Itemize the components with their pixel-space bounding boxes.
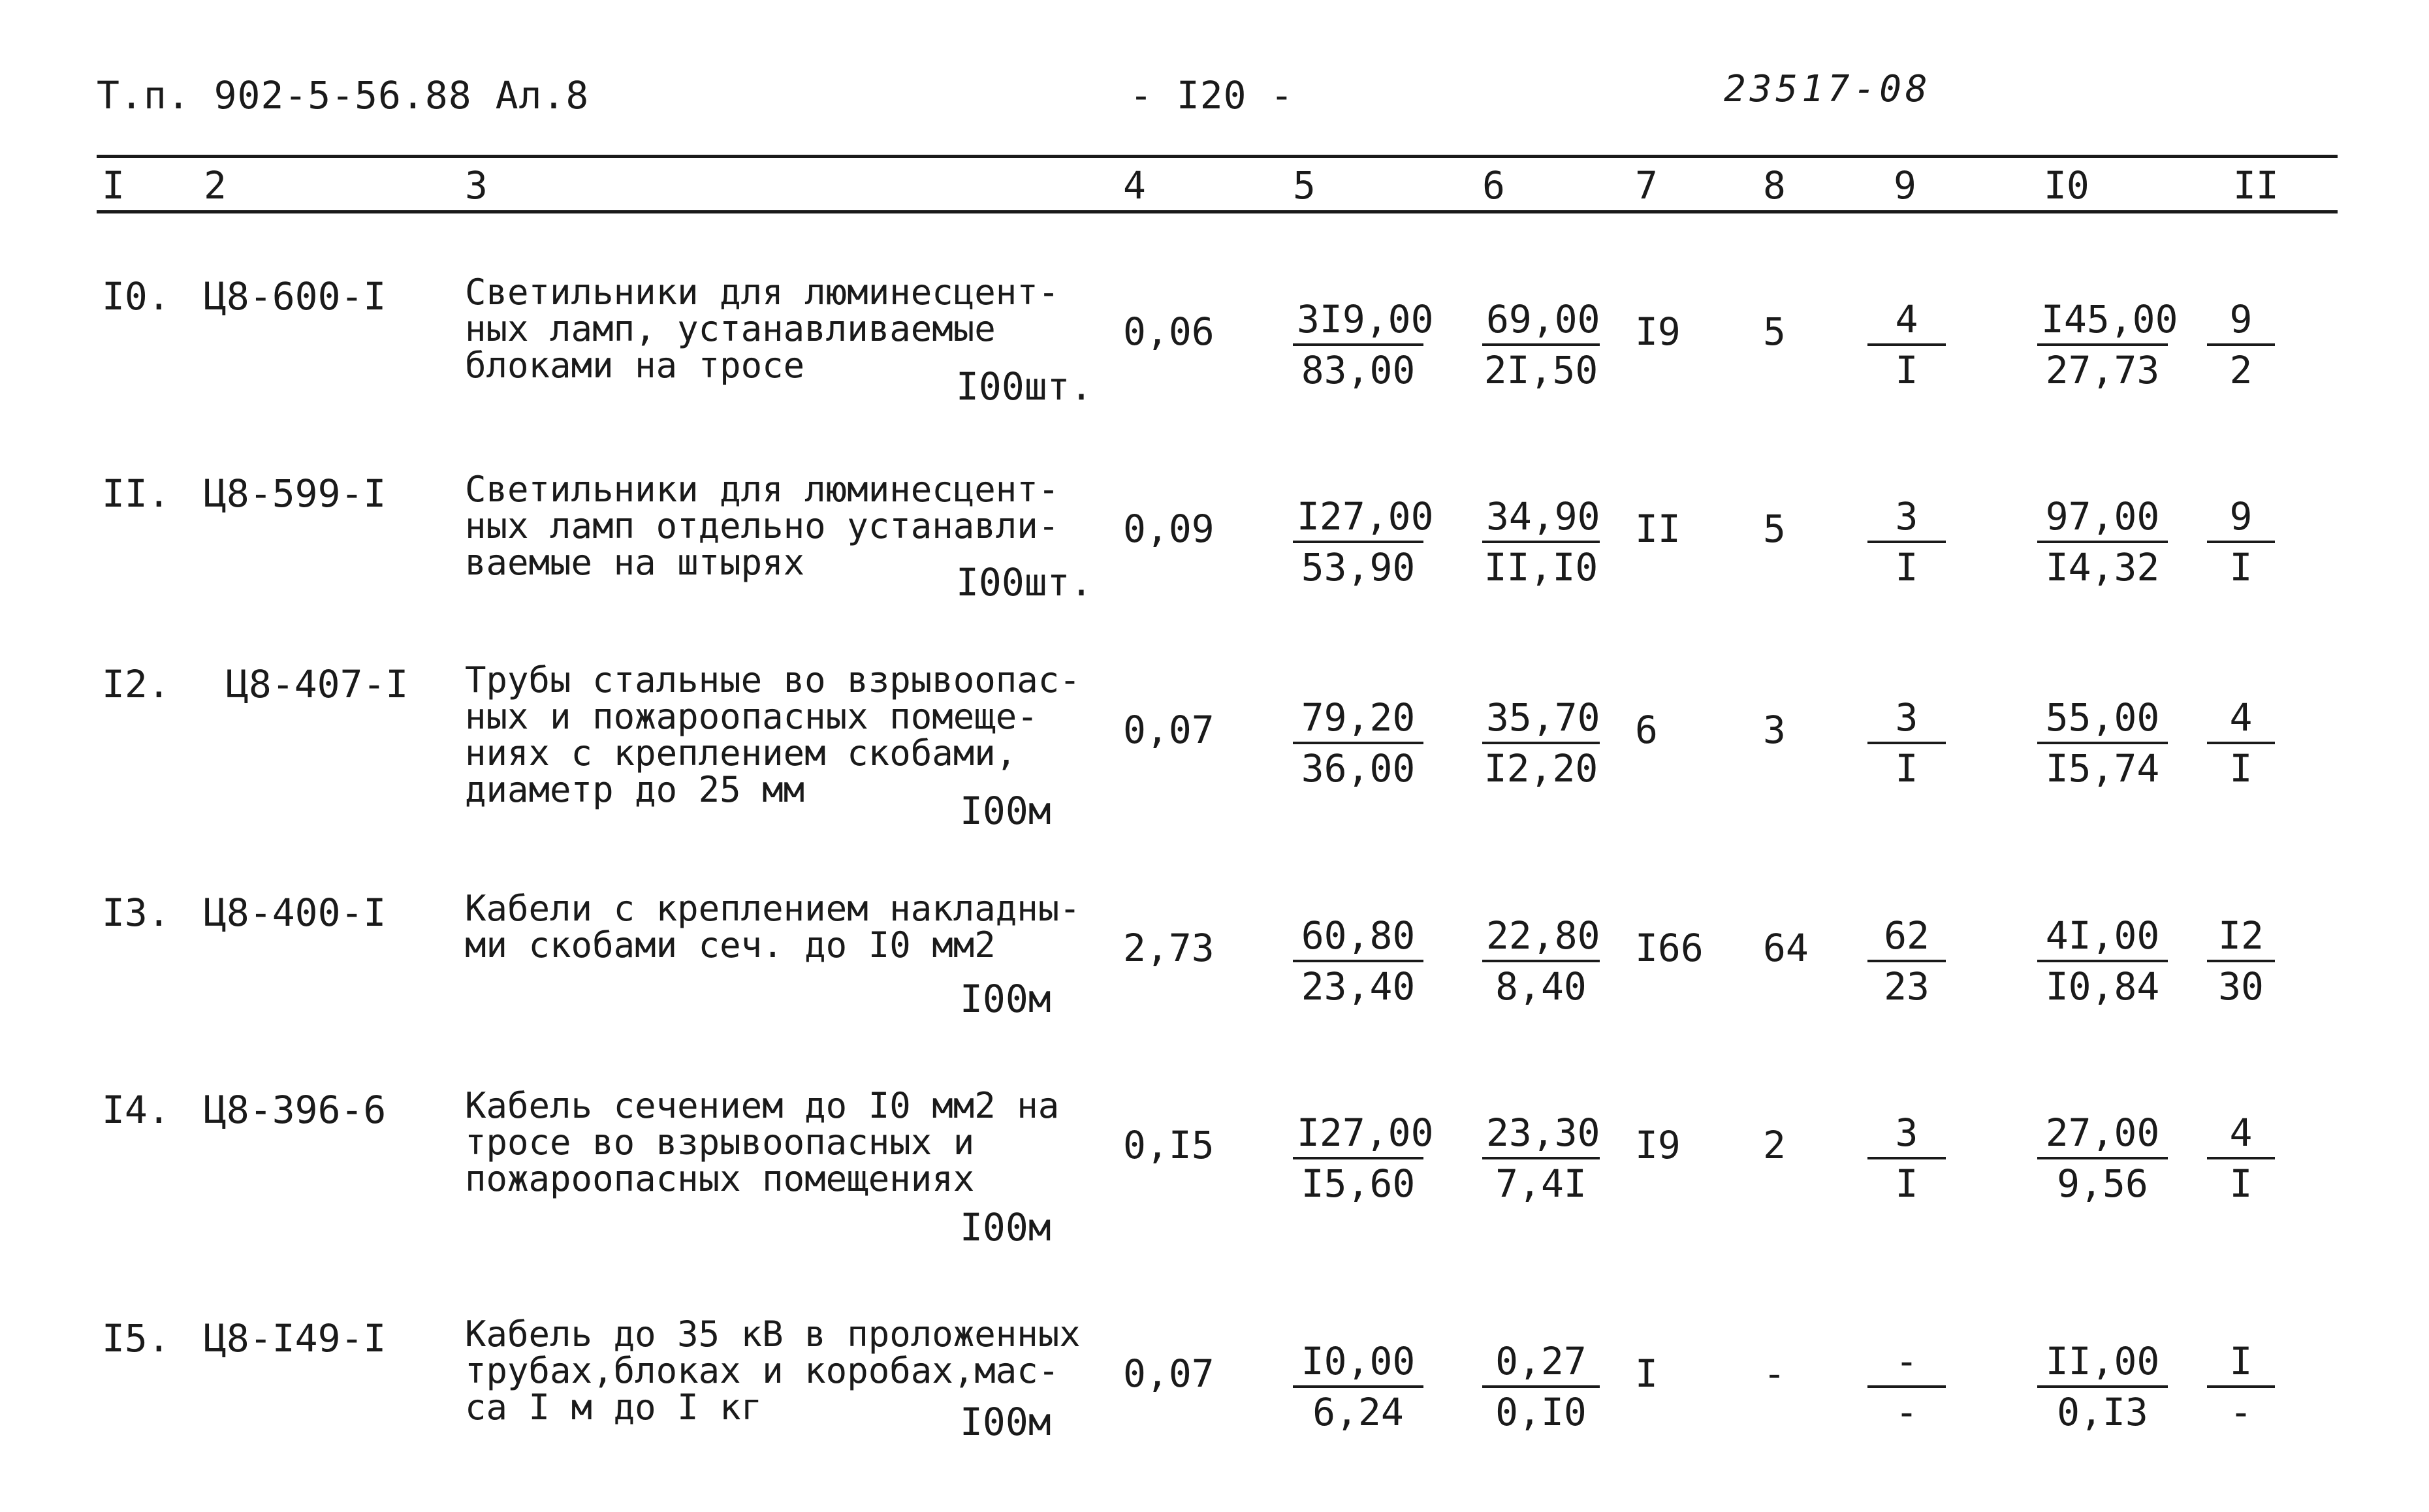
col7-value: I66: [1635, 926, 1704, 970]
description-line: пожароопасных помещениях: [465, 1158, 975, 1199]
column-header-9: 9: [1894, 163, 1916, 208]
description-line: Трубы стальные во взрывоопас-: [465, 659, 1081, 701]
row-unit: I00м: [960, 1400, 1051, 1444]
col8-value: 5: [1763, 507, 1786, 551]
col8-value: 64: [1763, 926, 1809, 970]
col9-fraction: $\frac{3}{I}$: [1867, 696, 1946, 793]
description-line: ваемые на штырях: [465, 542, 805, 583]
col5-fraction: $\frac{I27,00}{I5,60}$: [1293, 1111, 1423, 1208]
col7-value: 6: [1635, 708, 1658, 752]
table-row: [0, 1085, 2429, 1284]
row-position: I4.: [102, 1088, 170, 1132]
col9-fraction: $\frac{4}{I}$: [1867, 298, 1946, 394]
row-quantity: 0,07: [1123, 708, 1214, 752]
page-number: - I20 -: [1130, 73, 1294, 118]
column-header-10: I0: [2044, 163, 2089, 208]
col11-fraction: I -: [2207, 1340, 2275, 1436]
row-position: I3.: [102, 890, 170, 935]
description-line: Светильники для люминесцент-: [465, 469, 1060, 510]
row-position: I2.: [102, 662, 170, 706]
col7-value: I9: [1635, 309, 1681, 354]
row-code: Ц8-I49-I: [204, 1316, 387, 1361]
column-header-4: 4: [1123, 163, 1146, 208]
column-header-11: II: [2233, 163, 2279, 208]
col11-fraction: $\frac{9}{I}$: [2207, 495, 2275, 591]
col10-fraction: $\frac{4I,00}{I0,84}$: [2037, 914, 2168, 1011]
row-code: Ц8-396-6: [204, 1088, 387, 1132]
row-position: I0.: [102, 274, 170, 319]
description-line: ных ламп отдельно устанавли-: [465, 505, 1060, 546]
col6-fraction: $\frac{23,30}{7,4I}$: [1482, 1111, 1600, 1208]
col8-value: 2: [1763, 1123, 1786, 1167]
table-row: [0, 659, 2429, 858]
col7-value: II: [1635, 507, 1681, 551]
row-description: [465, 1085, 1060, 1199]
archive-number: 23517-08: [1724, 68, 1931, 110]
col5-fraction: $\frac{3I9,00}{83,00}$: [1293, 298, 1423, 394]
row-description: [465, 659, 1081, 810]
col6-fraction: $\frac{0,27}{0,I0}$: [1482, 1340, 1600, 1436]
col10-fraction: $\frac{II,00}{0,I3}$: [2037, 1340, 2168, 1436]
col5-fraction: $\frac{79,20}{36,00}$: [1293, 696, 1423, 793]
col5-fraction: $\frac{I27,00}{53,90}$: [1293, 495, 1423, 591]
col9-fraction: - -: [1867, 1340, 1946, 1436]
row-unit: I00шт.: [956, 560, 1093, 605]
table-header-rule: [97, 210, 2338, 213]
col10-fraction: $\frac{I45,00}{27,73}$: [2037, 298, 2168, 394]
row-unit: I00м: [960, 1205, 1051, 1250]
column-header-3: 3: [465, 163, 488, 208]
description-line: ных ламп, устанавливаемые: [465, 308, 996, 349]
row-position: II.: [102, 471, 170, 516]
row-position: I5.: [102, 1316, 170, 1361]
column-header-7: 7: [1635, 163, 1658, 208]
col10-fraction: $\frac{55,00}{I5,74}$: [2037, 696, 2168, 793]
column-header-2: 2: [204, 163, 227, 208]
col6-fraction: $\frac{35,70}{I2,20}$: [1482, 696, 1600, 793]
col7-value: I: [1635, 1351, 1658, 1396]
column-header-8: 8: [1763, 163, 1786, 208]
table-row: [0, 274, 2429, 470]
column-header-5: 5: [1293, 163, 1316, 208]
row-code: Ц8-400-I: [204, 890, 387, 935]
col9-fraction: $\frac{3}{I}$: [1867, 1111, 1946, 1208]
column-header-1: I: [102, 163, 125, 208]
row-description: [465, 890, 1081, 964]
col6-fraction: $\frac{22,80}{8,40}$: [1482, 914, 1600, 1011]
row-unit: I00м: [960, 789, 1051, 833]
col11-fraction: $\frac{9}{2}$: [2207, 298, 2275, 394]
row-unit: I00шт.: [956, 364, 1093, 409]
description-line: блоками на тросе: [465, 345, 805, 386]
col7-value: I9: [1635, 1123, 1681, 1167]
description-line: Кабель сечением до I0 мм2 на: [465, 1085, 1060, 1126]
col6-fraction: $\frac{69,00}{2I,50}$: [1482, 298, 1600, 394]
column-header-6: 6: [1482, 163, 1505, 208]
description-line: са I м до I кг: [465, 1387, 763, 1428]
description-line: ных и пожароопасных помеще-: [465, 696, 1038, 737]
col10-fraction: $\frac{97,00}{I4,32}$: [2037, 495, 2168, 591]
col6-fraction: $\frac{34,90}{II,I0}$: [1482, 495, 1600, 591]
description-line: Кабели с креплением накладны-: [465, 888, 1081, 929]
row-code: Ц8-407-I: [226, 662, 409, 706]
row-quantity: 0,07: [1123, 1351, 1214, 1396]
description-line: диаметр до 25 мм: [465, 769, 805, 810]
col11-fraction: $\frac{I2}{30}$: [2207, 914, 2275, 1011]
description-line: трубах,блоках и коробах,мас-: [465, 1350, 1060, 1391]
description-line: ми скобами сеч. до I0 мм2: [465, 924, 996, 966]
description-line: ниях с креплением скобами,: [465, 732, 1017, 774]
col8-value: -: [1763, 1351, 1786, 1396]
row-quantity: 0,06: [1123, 309, 1214, 354]
col5-fraction: $\frac{60,80}{23,40}$: [1293, 914, 1423, 1011]
row-quantity: 2,73: [1123, 926, 1214, 970]
col11-fraction: $\frac{4}{I}$: [2207, 696, 2275, 793]
row-code: Ц8-599-I: [204, 471, 387, 516]
row-quantity: 0,09: [1123, 507, 1214, 551]
col9-fraction: $\frac{62}{23}$: [1867, 914, 1946, 1011]
row-unit: I00м: [960, 977, 1051, 1021]
col10-fraction: $\frac{27,00}{9,56}$: [2037, 1111, 2168, 1208]
table-row: [0, 1316, 2429, 1512]
description-line: Кабель до 35 кВ в проложенных: [465, 1314, 1081, 1355]
description-line: Светильники для люминесцент-: [465, 272, 1060, 313]
col8-value: 3: [1763, 708, 1786, 752]
description-line: тросе во взрывоопасных и: [465, 1122, 975, 1163]
col8-value: 5: [1763, 309, 1786, 354]
row-quantity: 0,I5: [1123, 1123, 1214, 1167]
document-reference: Т.п. 902-5-56.88 Ал.8: [97, 73, 590, 118]
table-top-rule: [97, 155, 2338, 158]
table-row: [0, 890, 2429, 1086]
col11-fraction: $\frac{4}{I}$: [2207, 1111, 2275, 1208]
col5-fraction: $\frac{I0,00}{6,24}$: [1293, 1340, 1423, 1436]
table-row: [0, 471, 2429, 667]
col9-fraction: $\frac{3}{I}$: [1867, 495, 1946, 591]
row-code: Ц8-600-I: [204, 274, 387, 319]
